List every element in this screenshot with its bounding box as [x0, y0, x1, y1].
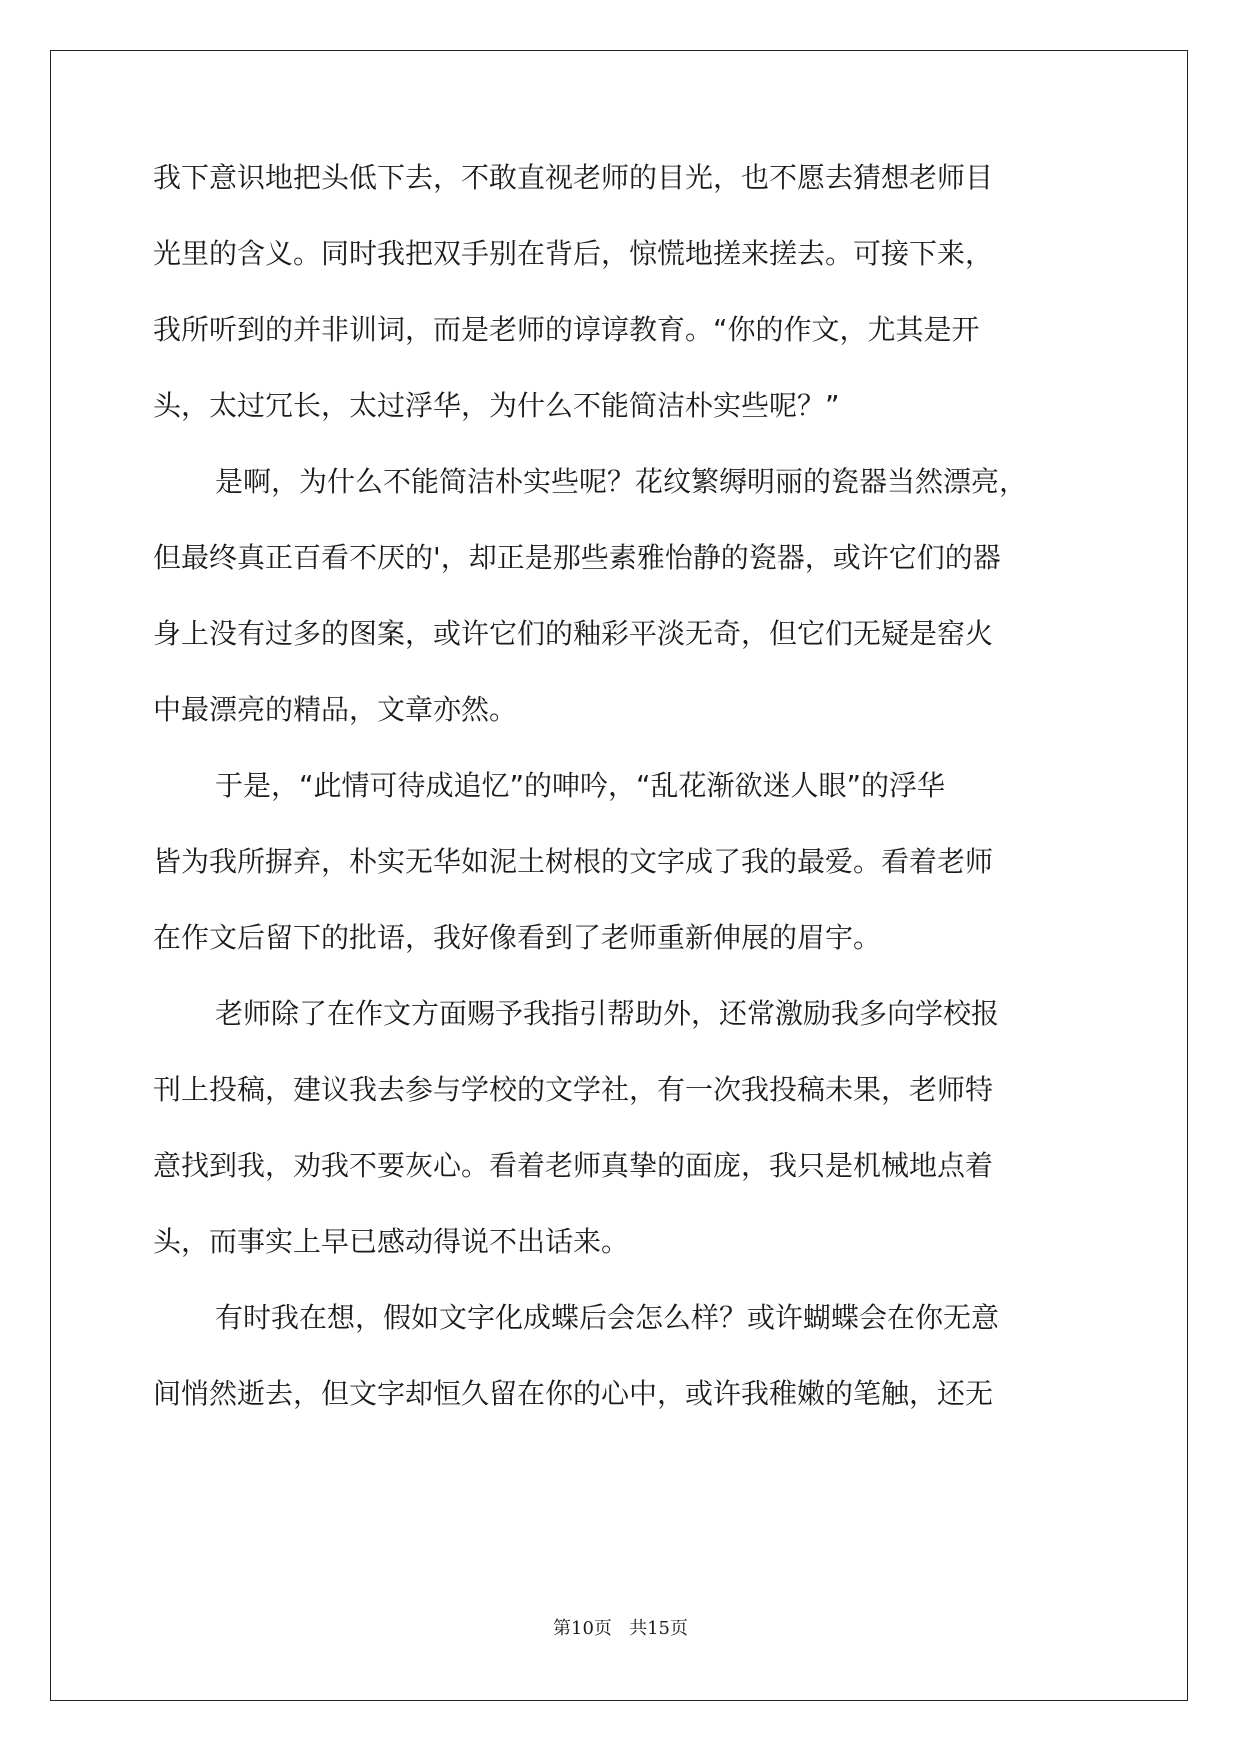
paragraph-first-line: 是啊，为什么不能简洁朴实些呢？花纹繁缛明丽的瓷器当然漂亮，	[215, 465, 1028, 498]
text-line: 但最终真正百看不厌的'，却正是那些素雅怡静的瓷器，或许它们的器	[153, 541, 1001, 574]
text-line: 身上没有过多的图案，或许它们的釉彩平淡无奇，但它们无疑是窑火	[153, 617, 994, 650]
page-number: 第10页	[553, 1618, 612, 1639]
text-line: 刊上投稿，建议我去参与学校的文学社，有一次我投稿未果，老师特	[153, 1073, 994, 1106]
paragraph-first-line: 有时我在想，假如文字化成蝶后会怎么样？或许蝴蝶会在你无意	[215, 1301, 1000, 1334]
text-line: 间悄然逝去，但文字却恒久留在你的心中，或许我稚嫩的笔触，还无	[153, 1377, 994, 1410]
text-line: 我下意识地把头低下去，不敢直视老师的目光，也不愿去猜想老师目	[153, 161, 994, 194]
text-line: 中最漂亮的精品，文章亦然。	[153, 693, 518, 726]
document-body	[153, 160, 1088, 1452]
text-line: 头，太过冗长，太过浮华，为什么不能简洁朴实些呢？”	[153, 389, 840, 422]
page-footer	[0, 1614, 1241, 1640]
page-total: 共15页	[629, 1618, 688, 1639]
paragraph-first-line: 于是，“此情可待成追忆”的呻吟，“乱花渐欲迷人眼”的浮华	[215, 769, 946, 802]
paragraph-first-line: 老师除了在作文方面赐予我指引帮助外，还常激励我多向学校报	[215, 997, 1000, 1030]
text-line: 意找到我，劝我不要灰心。看着老师真挚的面庞，我只是机械地点着	[153, 1149, 994, 1182]
text-line: 光里的含义。同时我把双手别在背后，惊慌地搓来搓去。可接下来，	[153, 237, 994, 270]
text-line: 头，而事实上早已感动得说不出话来。	[153, 1225, 630, 1258]
text-line: 皆为我所摒弃，朴实无华如泥土树根的文字成了我的最爱。看着老师	[153, 845, 994, 878]
text-line: 我所听到的并非训词，而是老师的谆谆教育。“你的作文，尤其是开	[153, 313, 980, 346]
text-line: 在作文后留下的批语，我好像看到了老师重新伸展的眉宇。	[153, 921, 882, 954]
